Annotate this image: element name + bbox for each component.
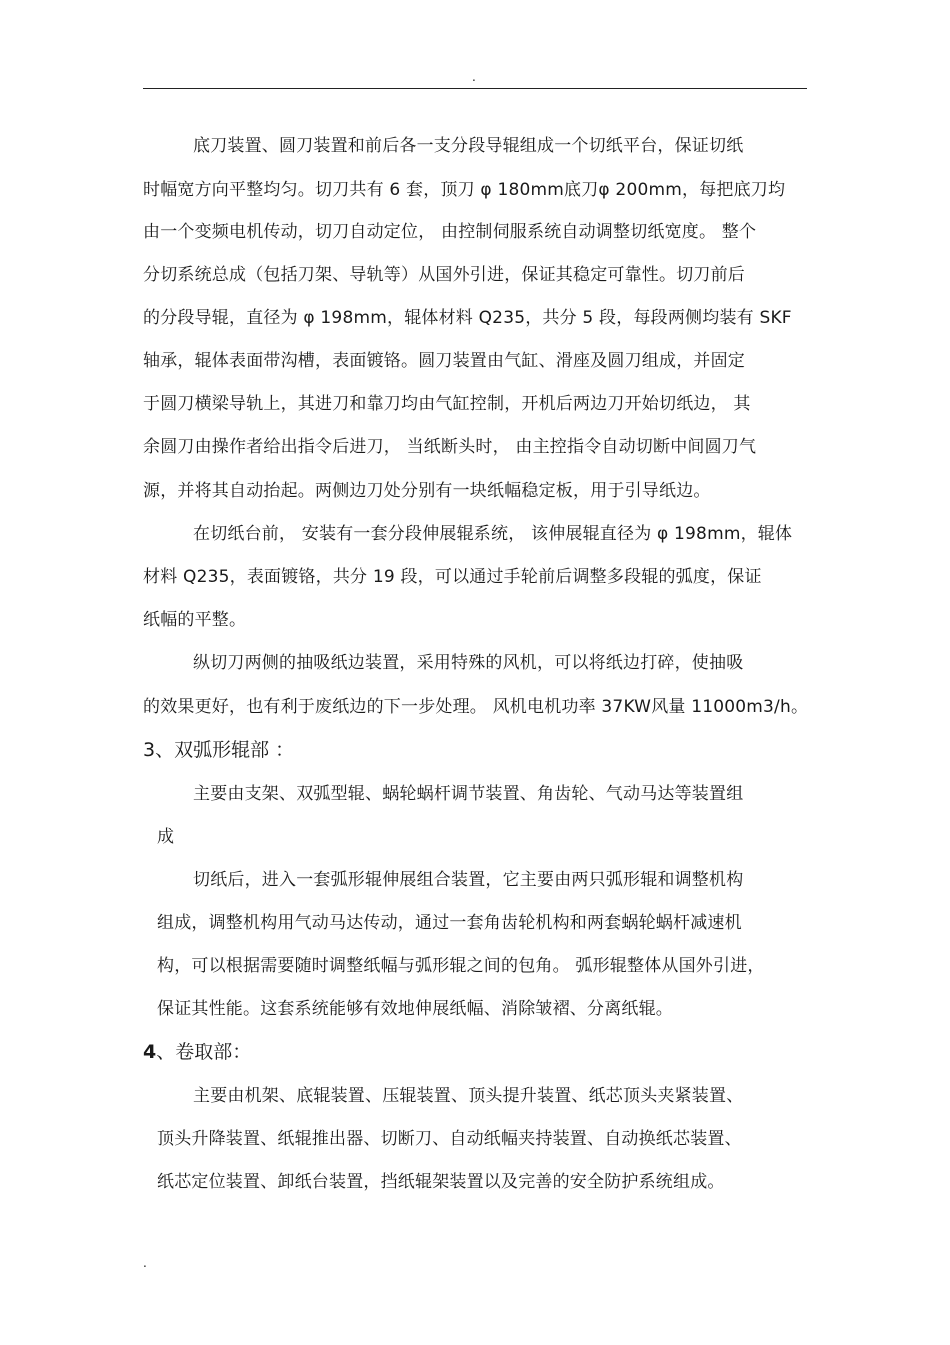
text-line: 顶头升降装置、纸辊推出器、切断刀、自动纸幅夹持装置、自动换纸芯装置、 [157, 1129, 742, 1149]
text-line: 底刀装置、圆刀装置和前后各一支分段导辊组成一个切纸平台，保证切纸 [193, 136, 744, 156]
text-line: 主要由支架、双弧型辊、蜗轮蜗杆调节装置、角齿轮、气动马达等装置组 [193, 784, 744, 804]
text-line: 的效果更好，也有利于废纸边的下一步处理。 风机电机功率 37KW风量 11000m3/h。 [143, 697, 809, 717]
text-line: 轴承，辊体表面带沟槽，表面镀铬。圆刀装置由气缸、滑座及圆刀组成，并固定 [143, 351, 745, 371]
text-line: 由一个变频电机传动，切刀自动定位， 由控制伺服系统自动调整切纸宽度。 整个 [143, 222, 757, 242]
text-line: 切纸后，进入一套弧形辊伸展组合装置，它主要由两只弧形辊和调整机构 [193, 870, 744, 890]
section-heading-4-number: 4 [143, 1041, 157, 1063]
text-line: 纸幅的平整。 [143, 610, 247, 630]
text-line: 组成，调整机构用气动马达传动，通过一套角齿轮机构和两套蜗轮蜗杆减速机 [157, 913, 742, 933]
footer-mark: . [143, 1256, 147, 1270]
section-heading-4 [143, 1040, 251, 1064]
header-rule [143, 88, 807, 89]
text-line: 材料 Q235，表面镀铬，共分 19 段，可以通过手轮前后调整多段辊的弧度，保证 [143, 567, 762, 587]
text-line: 分切系统总成（包括刀架、导轨等）从国外引进，保证其稳定可靠性。切刀前后 [143, 265, 745, 285]
text-line: 在切纸台前， 安装有一套分段伸展辊系统， 该伸展辊直径为 φ 198mm，辊体 [193, 524, 793, 544]
section-heading-3: 3、双弧形辊部 ： [143, 739, 295, 761]
text-line: 余圆刀由操作者给出指令后进刀， 当纸断头时， 由主控指令自动切断中间圆刀气 [143, 437, 757, 457]
text-line: 源，并将其自动抬起。两侧边刀处分别有一块纸幅稳定板，用于引导纸边。 [143, 481, 711, 501]
section-heading-4-text: 、卷取部： [156, 1041, 252, 1063]
text-line: 保证其性能。这套系统能够有效地伸展纸幅、消除皱褶、分离纸辊。 [157, 999, 673, 1019]
text-line: 时幅宽方向平整均匀。切刀共有 6 套，顶刀 φ 180mm底刀φ 200mm，每把底刀均 [143, 180, 786, 200]
text-line: 主要由机架、底辊装置、压辊装置、顶头提升装置、纸芯顶头夹紧装置、 [193, 1086, 744, 1106]
text-line: 的分段导辊，直径为 φ 198mm，辊体材料 Q235，共分 5 段，每段两侧均装有 SKF [143, 308, 792, 328]
header-mark: . [472, 70, 476, 84]
text-line: 于圆刀横梁导轨上，其进刀和靠刀均由气缸控制，开机后两边刀开始切纸边， 其 [143, 394, 751, 414]
text-line: 构，可以根据需要随时调整纸幅与弧形辊之间的包角。 弧形辊整体从国外引进， [157, 956, 765, 976]
text-line: 纸芯定位装置、卸纸台装置，挡纸辊架装置以及完善的安全防护系统组成。 [157, 1172, 725, 1192]
text-line: 成 [157, 827, 175, 847]
text-line: 纵切刀两侧的抽吸纸边装置，采用特殊的风机，可以将纸边打碎，使抽吸 [193, 653, 744, 673]
